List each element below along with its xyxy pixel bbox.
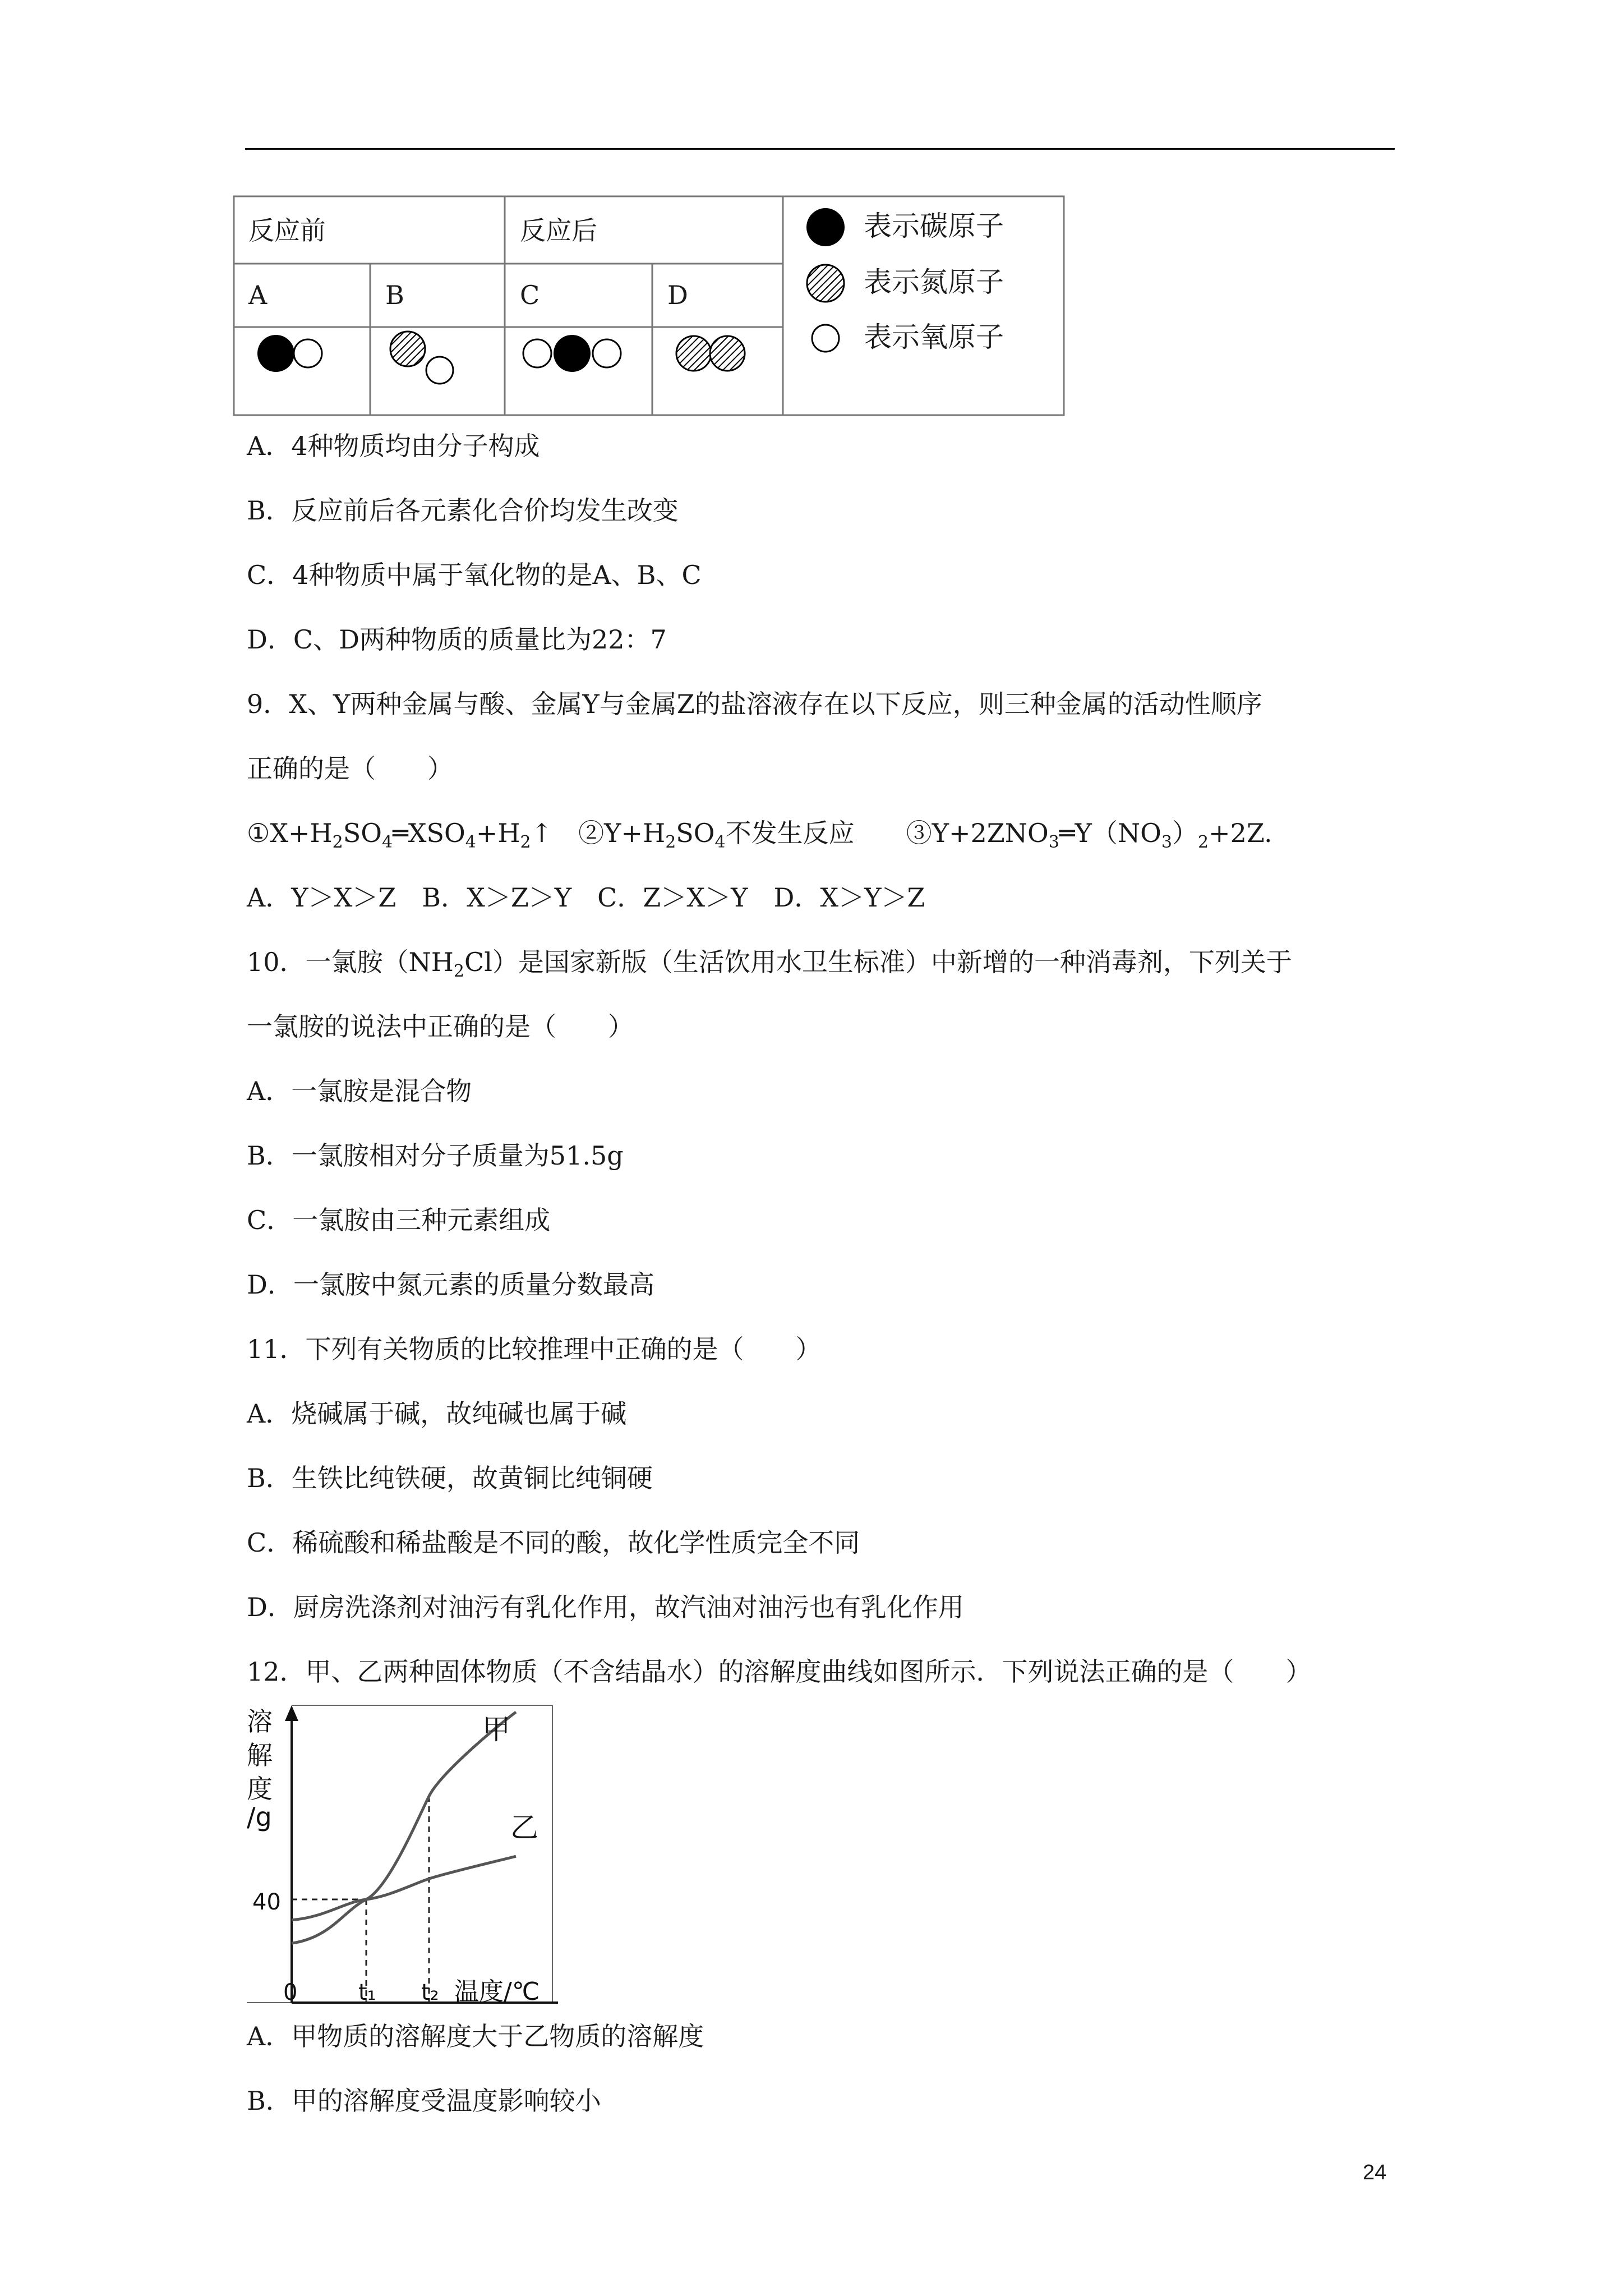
q10-stem-line1: 10．一氯胺$(NH_2Cl)$是国家新版（生活饮用水卫生标准）中新增的一种消毒剂，下列关于	[247, 947, 1292, 982]
q10-stem-line2: 一氯胺的说法中正确的是（ ）	[247, 1011, 634, 1042]
x-tick-t2: t₂	[421, 1980, 439, 2005]
legend-oxygen-label: 表示氧原子	[864, 321, 1004, 353]
q11-option-d: D．厨房洗涤剂对油污有乳化作用，故汽油对油污也有乳化作用	[247, 1592, 964, 1622]
oxygen-atom-icon	[812, 325, 839, 352]
q8-option-a: A．4种物质均由分子构成	[247, 431, 540, 461]
table-col-a: A	[248, 280, 268, 310]
legend-nitrogen-label: 表示氮原子	[864, 266, 1004, 298]
y-axis-label-part: 溶	[247, 1706, 273, 1737]
q9-stem-line1: 9．X、Y两种金属与酸、金属Y与金属Z的盐溶液存在以下反应，则三种金属的活动性顺序	[247, 689, 1262, 719]
y-axis-label-part: 度	[247, 1774, 273, 1804]
table-col-b: B	[385, 280, 404, 310]
q10-option-c: C．一氯胺由三种元素组成	[247, 1205, 551, 1235]
q10-option-a: A．一氯胺是混合物	[247, 1076, 472, 1106]
table-header-before: 反应前	[248, 215, 326, 246]
molecule-a-co	[257, 335, 322, 372]
q10-option-d: D．一氯胺中氮元素的质量分数最高	[247, 1269, 654, 1300]
q12-option-b: B．甲的溶解度受温度影响较小	[247, 2086, 601, 2116]
q12-stem: 12．甲、乙两种固体物质（不含结晶水）的溶解度曲线如图所示．下列说法正确的是（ ）	[247, 1657, 1312, 1687]
q10-option-b: B．一氯胺相对分子质量为51.5g	[247, 1140, 624, 1171]
series-jia-curve	[292, 1712, 516, 1943]
q11-stem: 11．下列有关物质的比较推理中正确的是（ ）	[247, 1334, 822, 1364]
table-col-c: C	[520, 280, 540, 310]
solubility-chart	[247, 1700, 561, 2014]
legend-carbon-label: 表示碳原子	[864, 210, 1004, 242]
q9-options: A．Y＞X＞Z B．X＞Z＞Y C．Z＞X＞Y D．X＞Y＞Z	[247, 882, 925, 913]
q8-option-c: C．4种物质中属于氧化物的是A、B、C	[247, 560, 702, 590]
q11-option-c: C．稀硫酸和稀盐酸是不同的酸，故化学性质完全不同	[247, 1527, 860, 1558]
q8-option-b: B．反应前后各元素化合价均发生改变	[247, 495, 679, 526]
y-axis-arrow-icon	[285, 1705, 298, 1721]
q12-option-a: A．甲物质的溶解度大于乙物质的溶解度	[247, 2021, 704, 2051]
y-axis-label-part: /g	[247, 1802, 272, 1832]
table-header-after: 反应后	[520, 215, 597, 246]
reaction-table	[0, 0, 1623, 449]
series-jia-label: 甲	[482, 1713, 510, 1746]
q8-option-d: D．C、D两种物质的质量比为22：7	[247, 624, 667, 655]
table-col-d: D	[667, 280, 688, 310]
molecule-c-co2	[523, 335, 621, 372]
y-axis-label-part: 解	[247, 1740, 273, 1770]
nitrogen-atom-icon	[807, 265, 844, 302]
molecule-d-n2	[676, 336, 745, 371]
x-tick-t1: t₁	[358, 1980, 376, 2005]
x-axis-label: 温度/℃	[454, 1977, 540, 2006]
series-yi-curve	[292, 1856, 516, 1920]
carbon-atom-icon	[806, 208, 845, 246]
molecule-b-no	[390, 332, 453, 384]
y-tick-40: 40	[252, 1889, 281, 1915]
page-number: 24	[1363, 2161, 1387, 2184]
q9-stem-line2: 正确的是（ ）	[247, 753, 453, 784]
x-tick-0: 0	[283, 1980, 298, 2005]
q9-reactions: $①X+H_2SO_4═XSO_4+H_2↑$ $②Y+H_2SO_4$不发生反应 $③Y+2ZNO_3═Y(NO_3)_2+2Z$.	[247, 818, 1272, 853]
q11-option-b: B．生铁比纯铁硬，故黄铜比纯铜硬	[247, 1463, 653, 1493]
series-yi-label: 乙	[510, 1811, 538, 1844]
q11-option-a: A．烧碱属于碱，故纯碱也属于碱	[247, 1398, 627, 1429]
